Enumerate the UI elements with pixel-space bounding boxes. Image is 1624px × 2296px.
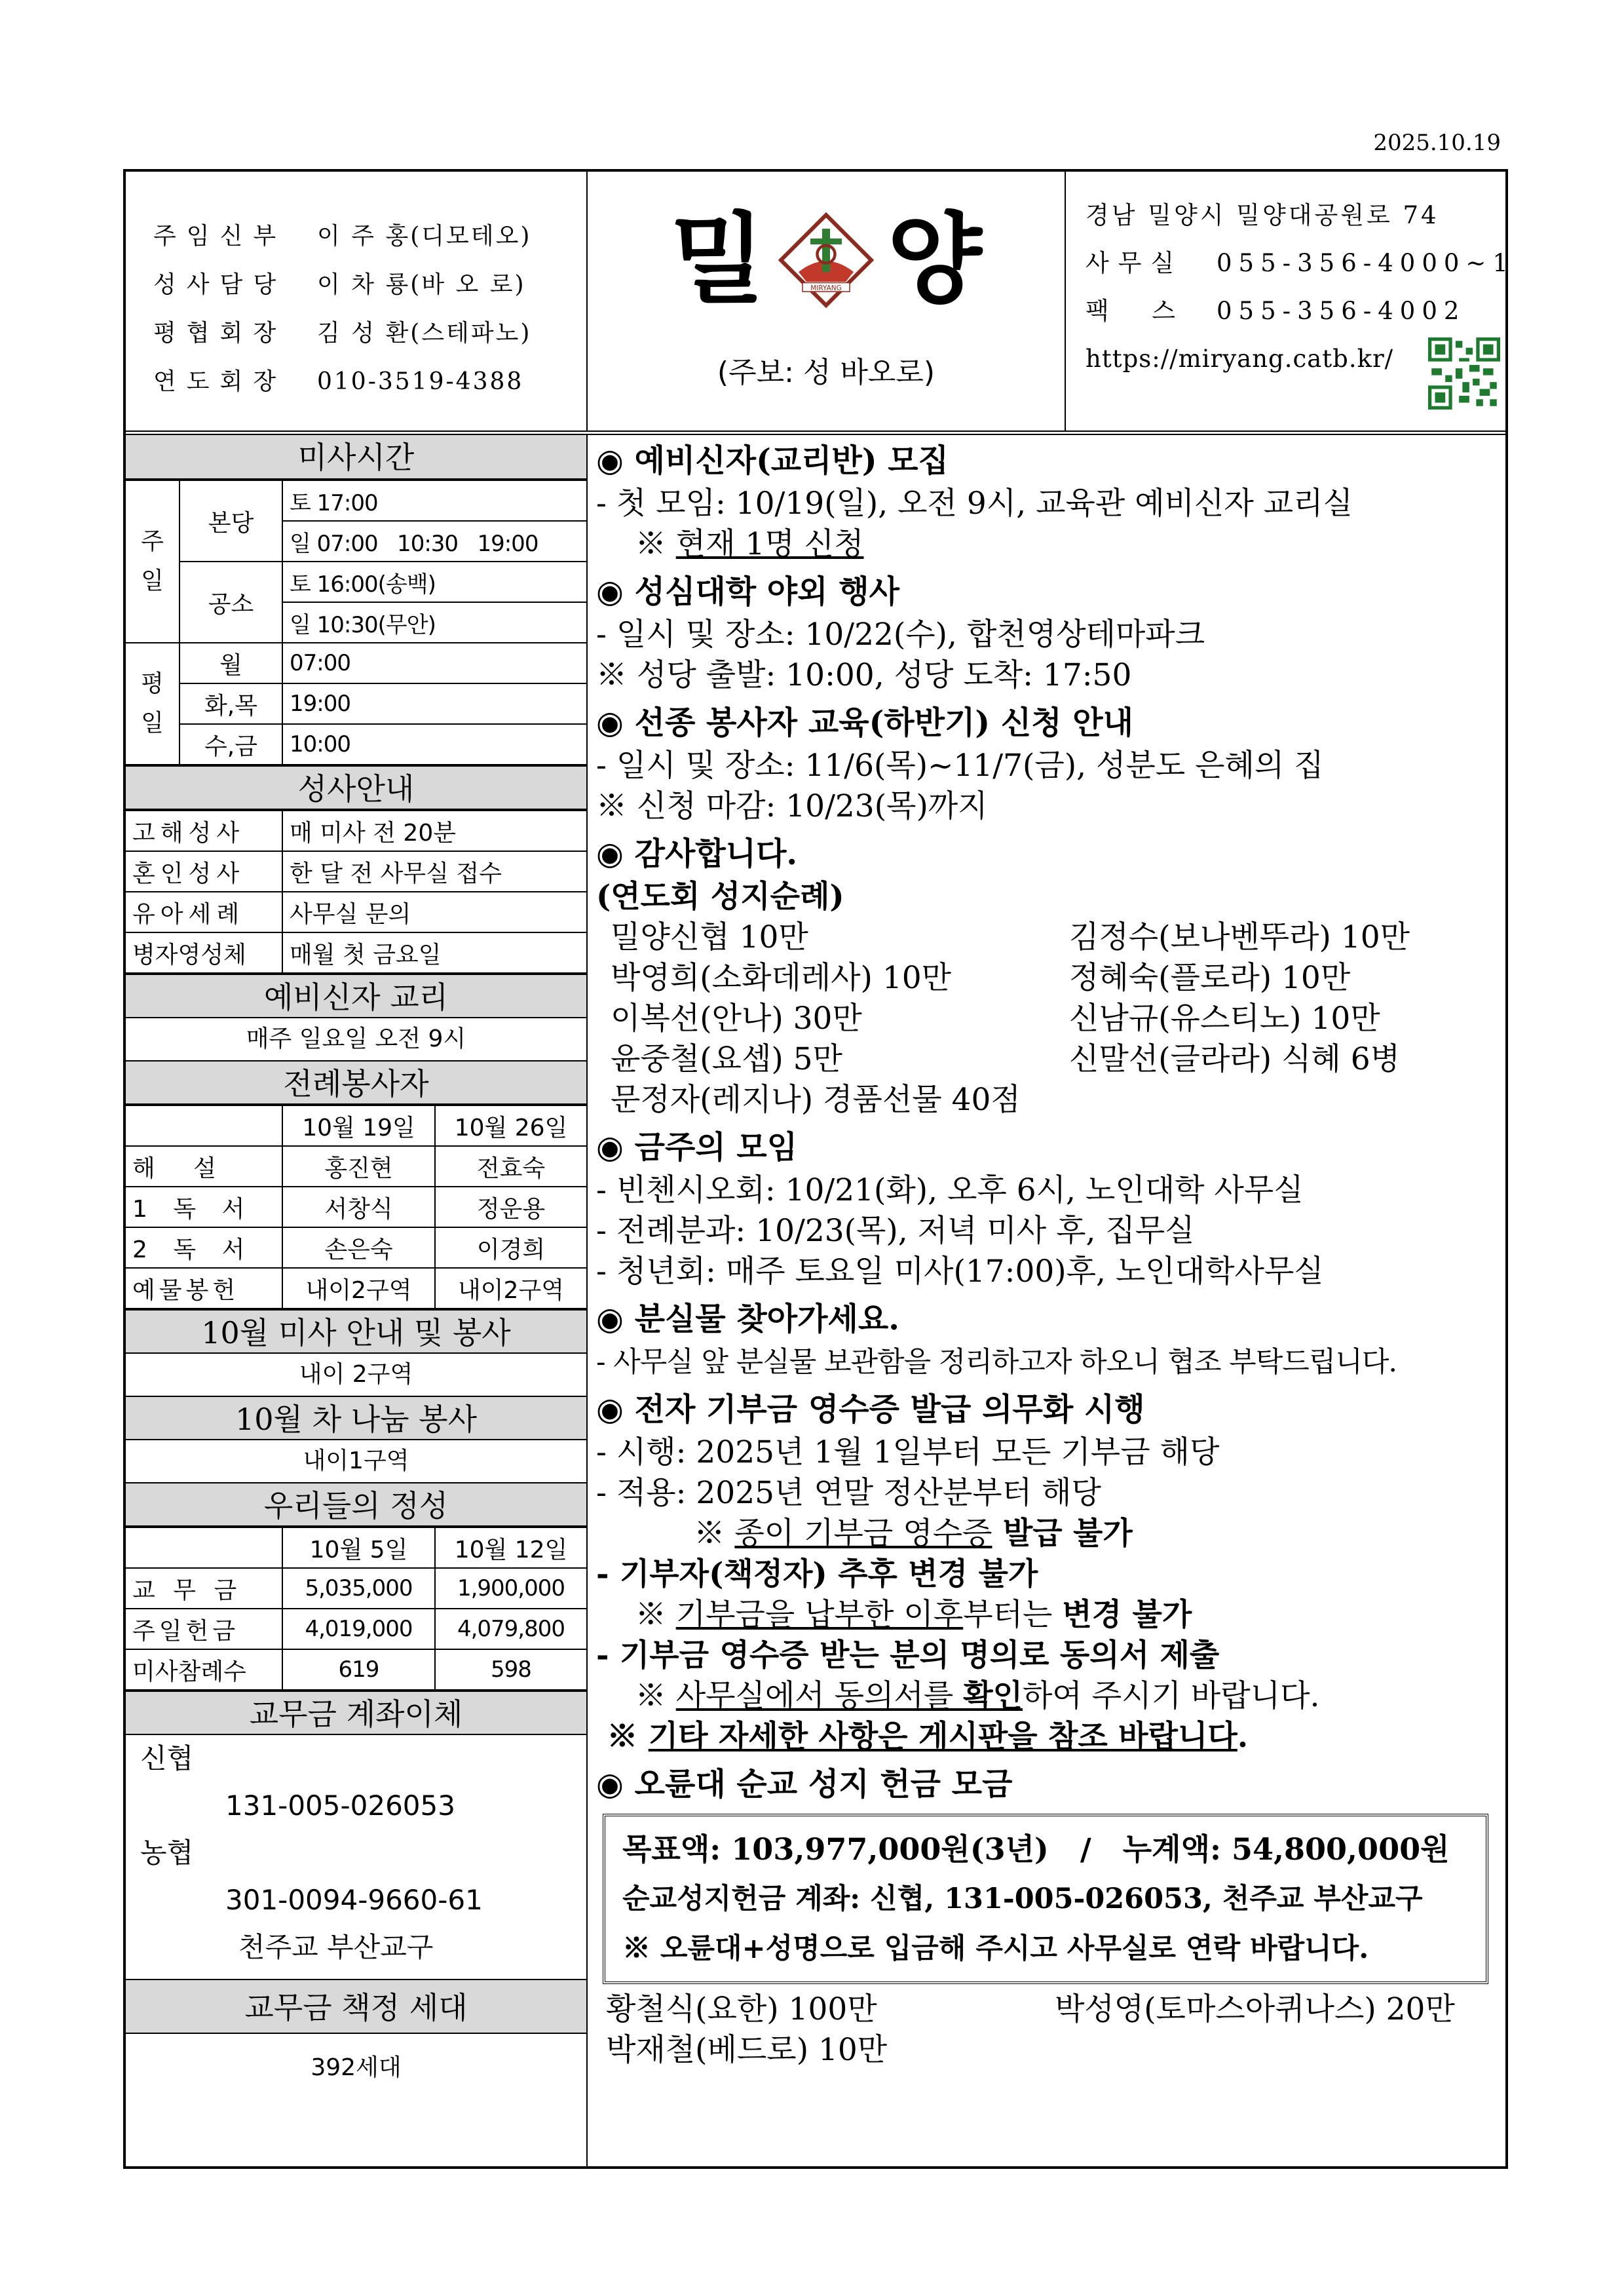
subtitle: (주보: 성 바오로) [717,356,935,389]
note-text: 부터는 [963,1597,1063,1633]
mass-time: 07:00 [282,643,586,683]
fax-label: 팩 스 [1086,297,1185,325]
notice-line [596,1676,1500,1717]
office-phone: 055-356-4000~1 [1217,249,1515,277]
note-mark: ※ [596,1719,649,1755]
notice-line: - 적용: 2025년 연말 정산분부터 해당 [596,1475,1101,1511]
notice-title: ◉ 선종 봉사자 교육(하반기) 신청 안내 [596,704,1134,741]
liturgy-person: 내이2구역 [282,1268,435,1309]
sunday-label: 주일 [126,480,179,643]
note-emphasis: 확인 [963,1678,1023,1714]
note-emphasis: 변경 불가 [1062,1597,1192,1633]
main-church-label: 본당 [179,480,282,562]
donor: 신말선(글라라) 식혜 6병 [1069,1041,1401,1077]
fax-row [1086,287,1515,335]
sacrament-title: 성사안내 [126,765,586,810]
staff-row [153,212,531,261]
donor: 황철식(요한) 100만 [596,1991,877,2027]
contact-panel [1066,172,1515,430]
notice-e-receipt [596,1387,1500,1757]
bank-name: 신협 [140,1742,194,1774]
bank-name: 농협 [140,1837,194,1869]
donor: 신남규(유스티노) 10만 [1069,1001,1380,1037]
account-number: 131-005-026053 [225,1789,455,1822]
oct-mass-title: 10월 미사 안내 및 봉사 [126,1309,586,1354]
offering-table [126,1527,586,1691]
church-emblem-icon [777,211,875,309]
notice-title: ◉ 금주의 모임 [596,1129,798,1166]
notice-title: ◉ 오륜대 순교 성지 헌금 모금 [596,1766,1013,1803]
fund-note: ※ 오륜대+성명으로 입금해 주시고 사무실로 연락 바랍니다. [622,1932,1369,1965]
liturgy-table [126,1105,586,1309]
account-number: 301-0094-9660-61 [225,1884,483,1916]
staff-row [153,358,531,406]
offering-name: 주일헌금 [126,1609,282,1649]
fax-number: 055-356-4002 [1217,297,1466,325]
notice-line: - 청년회: 매주 토요일 미사(17:00)후, 노인대학사무실 [596,1253,1324,1290]
note-mark: ※ [596,1597,676,1633]
offering-value: 1,900,000 [435,1568,586,1609]
liturgy-person: 손은숙 [282,1227,435,1268]
liturgy-role: 2 독 서 [126,1227,282,1268]
note-text: 사무실에서 동의서를 [675,1678,964,1714]
liturgy-date: 10월 26일 [435,1105,586,1146]
sacrament-name: 고해성사 [126,811,282,851]
sacrament-info: 사무실 문의 [282,892,586,932]
offering-value: 4,019,000 [282,1609,435,1649]
fund-target: 목표액: 103,977,000원(3년) / 누계액: 54,800,000원 [622,1831,1450,1867]
staff-row [153,309,531,358]
title-char: 양 [887,203,982,317]
sacrament-info: 매월 첫 금요일 [282,932,586,973]
donor: 이복선(안나) 30만 [611,1001,862,1037]
liturgy-person: 내이2구역 [435,1268,586,1309]
mass-times-table [126,480,586,765]
donor: 박성영(토마스아퀴나스) 20만 [1055,1991,1455,2027]
notice-subtitle: (연도회 성지순례) [596,879,844,915]
donor: 박영희(소화데레사) 10만 [611,960,952,996]
sacrament-info: 매 미사 전 20분 [282,811,586,851]
donor-list [596,917,1500,1080]
notice-title: ◉ 전자 기부금 영수증 발급 의무화 시행 [596,1391,1145,1428]
mass-times-title: 미사시간 [126,435,586,480]
offering-value: 5,035,000 [282,1568,435,1609]
mass-time: 토 17:00 [282,480,586,521]
note-text: 기부금을 납부한 이후 [675,1597,964,1633]
notices-column [596,438,1500,2075]
tea-service-info: 내이1구역 [303,1447,409,1474]
notice-line [596,1595,1500,1636]
account-holder: 천주교 부산교구 [238,1931,434,1963]
liturgy-date: 10월 19일 [282,1105,435,1146]
staff-role: 평협회장 [153,320,287,347]
address: 경남 밀양시 밀양대공원로 74 [1086,201,1439,229]
notice-meetings [596,1124,1500,1292]
note-text: . [1237,1719,1249,1755]
note-mark: ※ [596,526,676,562]
weekday-label: 평일 [126,643,179,765]
title-char: 밀 [670,203,765,317]
staff-panel [126,172,588,430]
notice-line [596,524,1500,565]
offering-date: 10월 5일 [282,1527,435,1568]
mission-label: 공소 [179,562,282,643]
account-info [126,1735,586,1971]
notice-title: ◉ 감사합니다. [596,835,798,872]
staff-list [153,212,531,406]
office-label: 사무실 [1086,249,1184,277]
notice-line [596,1717,1500,1757]
note-emphasis: 발급 불가 [992,1516,1133,1552]
liturgy-role: 해 설 [126,1146,282,1187]
staff-value: 010-3519-4388 [317,368,524,395]
notice-line: - 시행: 2025년 1월 1일부터 모든 기부금 해당 [596,1434,1220,1470]
note-text: 현재 1명 신청 [675,526,864,562]
liturgy-title: 전례봉사자 [126,1060,586,1105]
weekday-name: 화,목 [179,683,282,724]
notice-training [596,700,1500,827]
offering-value: 619 [282,1649,435,1690]
donor: 밀양신협 10만 [611,919,808,955]
staff-value: 이 차 룡(바 오 로) [317,271,526,298]
notice-line [596,1514,1500,1554]
bulletin-date: 2025.10.19 [1373,130,1501,156]
sacrament-name: 혼인성사 [126,851,282,892]
donor: 문정자(레지나) 경품선물 40점 [611,1082,1021,1118]
notice-line: ※ 성당 출발: 10:00, 성당 도착: 17:50 [596,657,1132,693]
shrine-fund-box [603,1814,1488,1984]
sacrament-info: 한 달 전 사무실 접수 [282,851,586,892]
liturgy-person: 서창식 [282,1187,435,1227]
account-title: 교무금 계좌이체 [126,1691,586,1735]
donor: 정혜숙(플로라) 10만 [1069,960,1351,996]
notice-line: - 전례분과: 10/23(목), 저녁 미사 후, 집무실 [596,1213,1195,1249]
staff-value: 김 성 환(스테파노) [317,320,532,347]
donor: 박재철(베드로) 10만 [596,2032,888,2068]
sacrament-name: 유아세례 [126,892,282,932]
website-link[interactable]: https://miryang.catb.kr/ [1086,345,1394,373]
sacrament-name: 병자영성체 [126,932,282,973]
notice-thanks [596,831,1500,1120]
mass-time: 토 16:00(송백) [282,562,586,602]
offering-title: 우리들의 정성 [126,1482,586,1527]
notice-title: ◉ 성심대학 야외 행사 [596,573,899,610]
left-column [126,435,588,2169]
staff-row [153,261,531,309]
offering-name: 미사참례수 [126,1649,282,1690]
notice-title: ◉ 예비신자(교리반) 모집 [596,442,949,479]
liturgy-person: 정운용 [435,1187,586,1227]
weekday-name: 수,금 [179,724,282,765]
staff-role: 연도회장 [153,368,287,395]
note-mark: ※ [596,1678,676,1714]
mass-time: 19:00 [282,683,586,724]
liturgy-role: 1 독 서 [126,1187,282,1227]
notice-line: - 기부금 영수증 받는 분의 명의로 동의서 제출 [596,1637,1220,1674]
notice-shrine-fund [596,1761,1500,2071]
note-mark: ※ [596,1516,735,1552]
fund-account: 순교성지헌금 계좌: 신협, 131-005-026053, 천주교 부산교구 [622,1883,1423,1915]
staff-role: 성사담당 [153,271,287,298]
tea-service-title: 10월 차 나눔 봉사 [126,1396,586,1440]
office-phone-row [1086,239,1515,287]
offering-name: 교 무 금 [126,1568,282,1609]
notice-line: - 기부자(책정자) 추후 변경 불가 [596,1556,1038,1592]
notice-line: - 빈첸시오회: 10/21(화), 오후 6시, 노인대학 사무실 [596,1172,1304,1208]
offering-value: 4,079,800 [435,1609,586,1649]
emblem-text: MIRYANG [810,284,842,292]
notice-catechumen [596,438,1500,565]
note-text: 종이 기부금 영수증 [734,1516,992,1552]
liturgy-role: 예물봉헌 [126,1268,282,1309]
households-title: 교무금 책정 세대 [126,1979,586,2034]
header-divider [126,430,1505,435]
oct-mass-info: 내이 2구역 [299,1361,413,1388]
notice-lost-found [596,1296,1500,1383]
catechumen-info: 매주 일요일 오전 9시 [246,1025,466,1052]
title-panel [588,172,1066,430]
notice-line: - 첫 모임: 10/19(일), 오전 9시, 교육관 예비신자 교리실 [596,486,1353,522]
households-count: 392세대 [311,2054,402,2081]
qr-code-icon[interactable] [1428,337,1500,410]
fund-donor-list [596,1989,1500,2030]
note-text: 하여 주시기 바랍니다. [1023,1678,1320,1714]
notice-college [596,569,1500,696]
liturgy-person: 이경희 [435,1227,586,1268]
weekday-name: 월 [179,643,282,683]
staff-value: 이 주 홍(디모테오) [317,223,532,250]
staff-role: 주임신부 [153,223,287,250]
notice-line: ※ 신청 마감: 10/23(목)까지 [596,788,988,824]
catechumen-title: 예비신자 교리 [126,974,586,1018]
mass-time: 일 10:30(무안) [282,602,586,643]
mass-time: 10:00 [282,724,586,765]
offering-value: 598 [435,1649,586,1690]
liturgy-person: 전효숙 [435,1146,586,1187]
offering-date: 10월 12일 [435,1527,586,1568]
notice-line: - 일시 및 장소: 10/22(수), 합천영상테마파크 [596,617,1205,653]
notice-line: - 일시 및 장소: 11/6(목)~11/7(금), 성분도 은혜의 집 [596,748,1324,784]
donor: 김정수(보나벤뚜라) 10만 [1069,919,1410,955]
title [588,203,1065,317]
donor: 윤중철(요셉) 5만 [611,1041,842,1077]
note-text: 기타 자세한 사항은 게시판을 참조 바랍니다 [648,1719,1237,1755]
mass-time: 일 07:00 10:30 19:00 [282,521,586,562]
notice-title: ◉ 분실물 찾아가세요. [596,1301,899,1337]
liturgy-person: 홍진현 [282,1146,435,1187]
notice-line: - 사무실 앞 분실물 보관함을 정리하고자 하오니 협조 부탁드립니다. [596,1346,1397,1379]
sacrament-table [126,810,586,974]
